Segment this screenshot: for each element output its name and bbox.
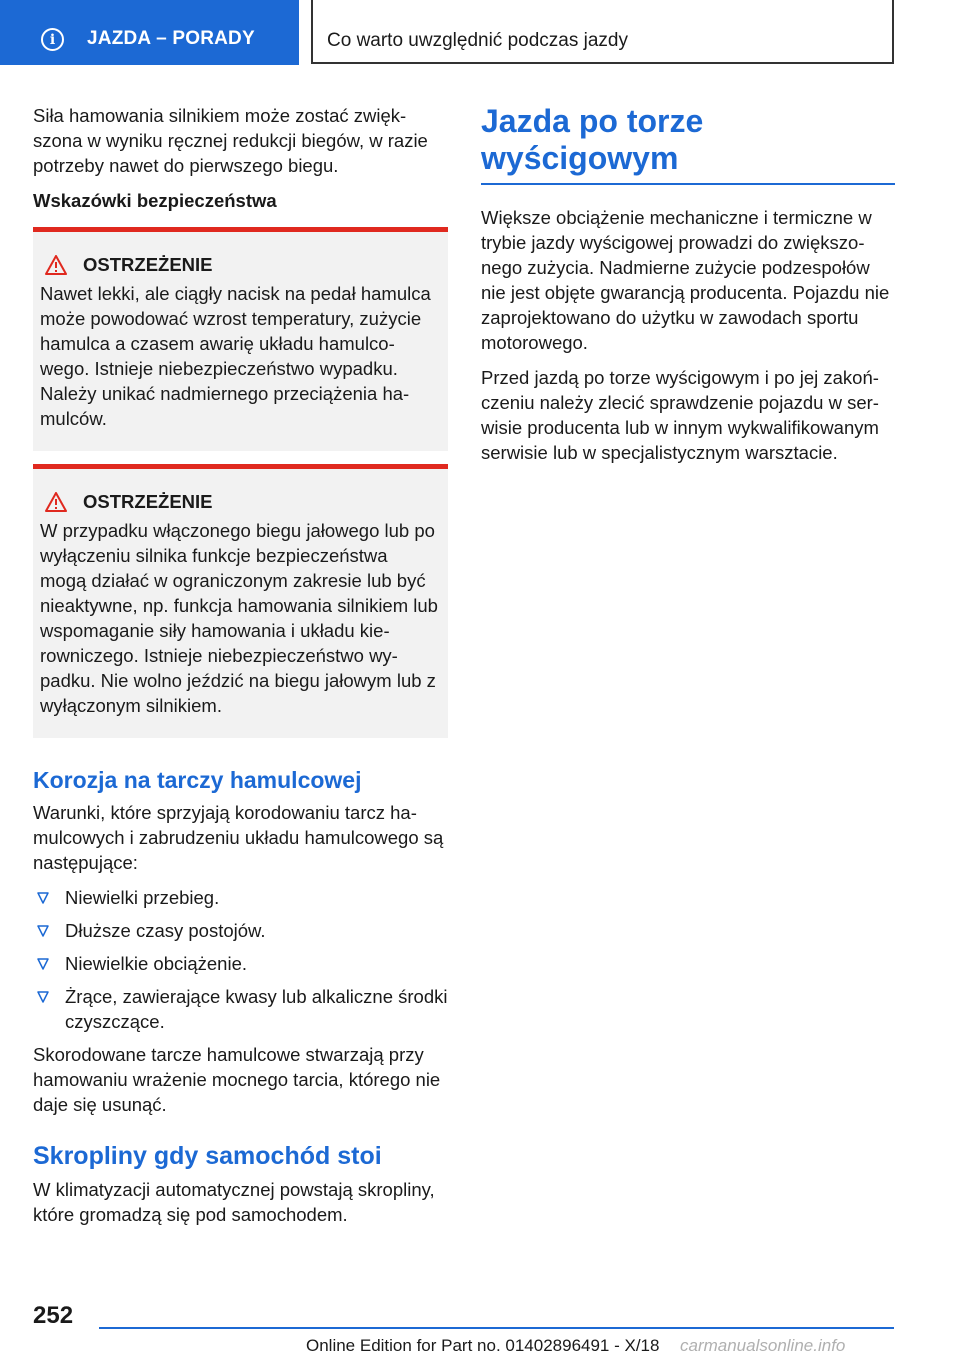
- warning-triangle-icon: [45, 255, 67, 275]
- triangle-bullet-icon: [37, 958, 49, 970]
- triangle-bullet-icon: [37, 991, 49, 1003]
- corrosion-intro: Warunki, które sprzyjają korodowaniu tarcz ha-mulcowych i zabrudzeniu układu hamulcowego są następujące:: [33, 802, 444, 873]
- corrosion-outro: Skorodowane tarcze hamulcowe stwarzają przy hamowaniu wrażenie mocnego tarcia, którego nie daje się usunąć.: [33, 1044, 441, 1115]
- racetrack-paragraph-1: Większe obciążenie mechaniczne i termiczne w trybie jazdy wyścigowej prowadzi do zwiększo-nego zużycia. Nadmierne zużycie podzespołów nie jest objęte gwarancją producenta. Pojazdu nie zaprojektowano do użytku w zawodach sportu motorowego.: [481, 207, 890, 353]
- page-number: 252: [33, 1302, 74, 1329]
- corrosion-heading: Korozja na tarczy hamulcowej: [33, 767, 362, 793]
- warning-triangle-icon: [45, 492, 67, 512]
- footer-divider: [99, 1327, 894, 1329]
- corrosion-list: [33, 885, 448, 1034]
- warning-box-2: [33, 464, 448, 738]
- header-section-tab: [0, 0, 299, 65]
- triangle-bullet-icon: [37, 925, 49, 937]
- info-icon: i: [41, 28, 64, 51]
- racetrack-heading: Jazda po torze wyścigowym: [481, 103, 895, 185]
- safety-heading: Wskazówki bezpieczeństwa: [33, 190, 277, 211]
- list-item: Żrące, zawierające kwasy lub alkaliczne środki czyszczące.: [33, 984, 448, 1034]
- header-chapter-box: [311, 0, 894, 64]
- list-item: Niewielki przebieg.: [33, 885, 448, 910]
- warning-text: W przypadku włączonego biegu jałowego lub po wyłączeniu silnika funkcje bezpieczeństwa mogą działać w ograniczonym zakresie lub być nieaktywne, np. funkcja hamowania silnikiem lub wspomaganie siły hamowania i układu kie-rowniczego. Istnieje niebezpieczeństwo wy-padku. Nie wolno jeździć na biegu jałowym lub z wyłączonym silnikiem.: [40, 520, 438, 716]
- watermark: carmanualsonline.info: [680, 1336, 846, 1355]
- left-column: [33, 103, 448, 1237]
- warning-title: OSTRZEŻENIE: [83, 491, 213, 512]
- racetrack-paragraph-2: Przed jazdą po torze wyścigowym i po jej zakoń-czeniu należy zlecić sprawdzenie pojazdu w ser-wisie producenta lub w innym wykwalifikowanym serwisie lub w specjalistycznym warsztacie.: [481, 367, 879, 463]
- intro-paragraph: Siła hamowania silnikiem może zostać zwięk-szona w wyniku ręcznej redukcji biegów, w razie potrzeby nawet do pierwszego biegu.: [33, 105, 428, 176]
- footer-edition: Online Edition for Part no. 01402896491 - X/18: [306, 1336, 660, 1355]
- header-chapter-title: Co warto uwzględnić podczas jazdy: [327, 30, 628, 51]
- header-section-title: JAZDA – PORADY: [87, 28, 255, 49]
- right-column: [481, 103, 895, 475]
- condensate-heading: Skropliny gdy samochód stoi: [33, 1142, 382, 1170]
- list-item: Niewielkie obciążenie.: [33, 951, 448, 976]
- warning-box-1: [33, 227, 448, 451]
- triangle-bullet-icon: [37, 892, 49, 904]
- warning-title: OSTRZEŻENIE: [83, 254, 213, 275]
- condensate-text: W klimatyzacji automatycznej powstają skropliny, które gromadzą się pod samochodem.: [33, 1179, 435, 1225]
- warning-text: Nawet lekki, ale ciągły nacisk na pedał hamulca może powodować wzrost temperatury, zużycie hamulca a czasem awarię układu hamulco-wego. Istnieje niebezpieczeństwo wypadku. Należy unikać nadmiernego przeciążenia ha-mulców.: [40, 283, 431, 429]
- list-item: Dłuższe czasy postojów.: [33, 918, 448, 943]
